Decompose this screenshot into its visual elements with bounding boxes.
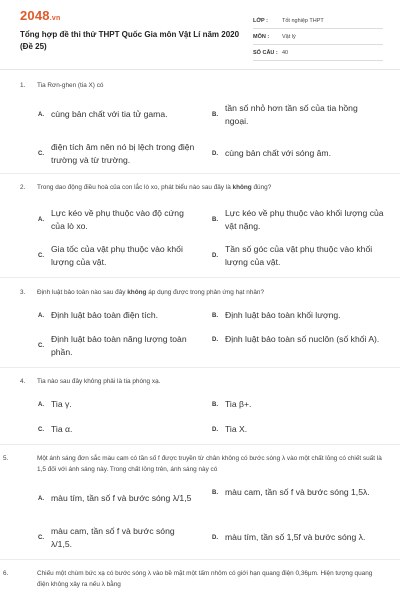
option-text: Lực kéo về phụ thuộc vào khối lượng của vật nặng. <box>225 208 384 231</box>
question-2-option-d[interactable] <box>212 243 384 269</box>
option-text: Tia γ. <box>51 399 72 409</box>
option-text: Định luật bảo toàn khối lượng. <box>225 310 341 320</box>
meta-key: SỐ CÂU : <box>253 49 278 56</box>
question-number: 2. <box>20 184 26 191</box>
option-text: Tia α. <box>51 424 73 434</box>
question-stem: Một ánh sáng đơn sắc màu cam có tần số f được truyền từ chân không có bước sóng λ vào một chất lỏng có chiết suất là 1,5 đối với ánh sáng này. Trong chất lỏng trên, ánh sáng này có <box>37 455 382 473</box>
option-text: Tia β+. <box>225 399 252 409</box>
option-text: tần số nhỏ hơn tần số của tia hồng ngoại. <box>225 103 358 126</box>
option-letter: D. <box>212 336 218 343</box>
question-number: 3. <box>20 289 26 296</box>
question-stem-end: đúng? <box>251 184 272 191</box>
option-letter: C. <box>38 343 44 349</box>
question-6-text <box>3 568 382 590</box>
option-letter: C. <box>38 535 44 541</box>
option-letter: B. <box>212 401 218 408</box>
question-emphasis: không <box>232 184 252 191</box>
meta-value: Tốt nghiệp THPT <box>282 17 324 24</box>
meta-value: 40 <box>282 49 289 56</box>
option-text: Tia X. <box>225 424 248 434</box>
question-2-text <box>20 182 382 193</box>
site-logo[interactable] <box>20 8 60 23</box>
option-letter: B. <box>212 217 218 223</box>
option-letter: A. <box>38 217 44 223</box>
question-separator <box>0 277 400 278</box>
question-4-option-a[interactable] <box>38 398 198 411</box>
question-number: 6. <box>3 570 9 577</box>
option-text: Định luật bảo toàn điện tích. <box>51 310 159 320</box>
question-stem: Tia nào sau đây không phải là tia phóng xạ. <box>37 378 161 385</box>
exam-meta <box>253 13 383 61</box>
option-letter: D. <box>212 534 218 541</box>
question-5-option-d[interactable] <box>212 531 388 544</box>
option-letter: C. <box>38 426 44 433</box>
option-letter: B. <box>212 112 218 118</box>
question-separator <box>0 367 400 368</box>
meta-subject <box>253 29 383 45</box>
question-4-text <box>20 376 382 387</box>
question-stem: Chiếu một chùm bức xạ có bước sóng λ vào bề mặt một tấm nhôm có giới hạn quang điện 0,36μm. Hiện tượng quang điện không xảy ra nếu λ bằng <box>37 570 373 588</box>
option-letter: A. <box>38 111 44 118</box>
question-stem: Tia Rơn-ghen (tia X) có <box>37 82 104 89</box>
meta-value: Vật lý <box>282 33 296 40</box>
question-2-option-b[interactable] <box>212 207 384 233</box>
question-3-text <box>20 287 382 298</box>
option-letter: B. <box>212 312 218 319</box>
question-number: 1. <box>20 82 26 89</box>
option-text: màu cam, tần số f và bước sóng λ/1,5. <box>51 526 175 549</box>
question-stem-end: áp dụng được trong phản ứng hạt nhân? <box>146 289 264 296</box>
meta-class <box>253 13 383 29</box>
question-5-text <box>3 453 382 475</box>
option-text: Lực kéo về phụ thuộc vào độ cứng của lò xo. <box>51 208 184 231</box>
header <box>0 0 400 66</box>
question-number: 4. <box>20 378 26 385</box>
meta-key: LỚP : <box>253 17 268 24</box>
question-2-option-a[interactable] <box>38 207 198 233</box>
option-text: cùng bản chất với sóng âm. <box>225 148 331 158</box>
option-letter: C. <box>38 151 44 157</box>
option-text: Định luật bảo toàn năng lượng toàn phần. <box>51 334 187 357</box>
question-1-text <box>20 80 382 91</box>
question-2-option-c[interactable] <box>38 243 198 269</box>
question-1-option-b[interactable] <box>212 102 382 128</box>
option-text: Định luật bảo toàn số nuclôn (số khối A). <box>225 334 380 344</box>
question-stem: Trong dao động điều hoà của con lắc lò xo, phát biểu nào sau đây là <box>37 184 233 191</box>
question-3-option-c[interactable] <box>38 333 202 359</box>
option-text: màu tím, tần số f và bước sóng λ/1,5 <box>51 493 192 503</box>
logo-number: 2048 <box>20 8 50 23</box>
question-4-option-b[interactable] <box>212 398 382 411</box>
question-3-option-b[interactable] <box>212 309 382 322</box>
question-1-option-a[interactable] <box>38 108 198 121</box>
option-letter: D. <box>212 253 218 259</box>
meta-key: MÔN : <box>253 33 270 40</box>
option-letter: B. <box>212 489 218 496</box>
question-stem: Định luật bảo toàn nào sau đây <box>37 289 128 296</box>
option-letter: A. <box>38 401 44 408</box>
option-letter: D. <box>212 150 218 157</box>
option-letter: C. <box>38 253 44 259</box>
option-text: điện tích âm nên nó bị lệch trong điện trường và từ trường. <box>51 142 195 165</box>
question-1-option-d[interactable] <box>212 147 382 160</box>
exam-title: Tổng hợp đề thi thử THPT Quốc Gia môn Vật Lí năm 2020 (Đề 25) <box>20 30 240 51</box>
option-text: màu cam, tần số f và bước sóng 1,5λ. <box>225 487 370 497</box>
logo-suffix: .vn <box>49 15 61 22</box>
option-text: Gia tốc của vật phụ thuộc vào khối lượng của vật. <box>51 244 183 267</box>
question-3-option-a[interactable] <box>38 309 198 322</box>
option-text: Tần số góc của vật phụ thuộc vào khối lượng của vật. <box>225 244 373 267</box>
question-separator <box>0 173 400 174</box>
header-divider <box>0 69 400 70</box>
option-letter: A. <box>38 312 44 319</box>
question-3-option-d[interactable] <box>212 333 382 346</box>
question-4-option-d[interactable] <box>212 423 382 436</box>
question-separator <box>0 444 400 445</box>
option-text: màu tím, tần số 1,5f và bước sóng λ. <box>225 532 366 542</box>
question-5-option-a[interactable] <box>38 492 216 505</box>
option-text: cùng bản chất với tia tử gama. <box>51 109 168 119</box>
option-letter: A. <box>38 495 44 502</box>
option-letter: D. <box>212 426 218 433</box>
question-number: 5. <box>3 455 9 462</box>
question-4-option-c[interactable] <box>38 423 198 436</box>
question-emphasis: không <box>127 289 147 296</box>
question-5-option-b[interactable] <box>212 486 382 499</box>
question-5-option-c[interactable] <box>38 525 198 551</box>
question-separator <box>0 559 400 560</box>
meta-question-count <box>253 45 383 61</box>
question-1-option-c[interactable] <box>38 141 198 167</box>
